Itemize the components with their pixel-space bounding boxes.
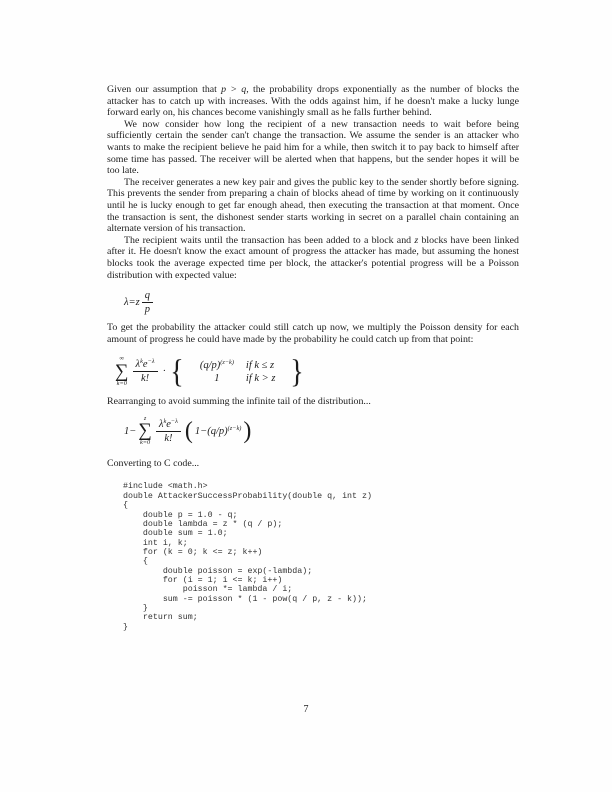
sum-upper-limit: z [143,414,147,422]
sigma-symbol: ∑ [138,420,152,442]
paragraph-catch-up-probability: To get the probability the attacker could still catch up now, we multiply the Poisson density for each amount of progress he could have made by the probability he could catch up from that point: [107,322,519,345]
left-paren: ( [184,418,193,445]
case2-condition: if k > z [245,372,276,384]
sum-lower-limit: k=0 [116,379,127,387]
text-run: Given our assumption that [107,84,222,95]
paragraph-recipient-wait: We now consider how long the recipient of a new transaction needs to wait before being sufficiently certain the sender can't change the transaction. We assume the sender is an attacker who wants to make the recipient believe he paid him for a while, then switch it to pay back to himself after some time has passed. The receiver will be alerted when that happens, but the sender hopes it will be too late. [107,118,519,177]
body-exponent: (z−k) [227,424,242,432]
formula-prefix: 1− [124,425,137,437]
poisson-density-formula [115,353,519,390]
e-term: e [166,418,171,430]
lambda-term: λ [135,359,141,371]
paragraph-converting: Converting to C code... [107,457,200,469]
text-run: , the probability drops exponentially as the number of blocks the attacker has to catch up with increases. With the odds against him, if he doesn't make a lucky lunge forward early on, his chances become vanishingly small as he falls further behind. [107,84,520,119]
code-line: double lambda = z * (q / p); [123,519,283,529]
lambda-term: λ [158,418,164,430]
c-code-block [123,482,519,632]
page-content [107,84,519,632]
paragraph-rearranging: Rearranging to avoid summing the infinite tail of the distribution... [107,396,371,408]
sum-lower-limit: k=0 [140,439,151,447]
code-line: { [123,501,128,511]
code-line: { [123,557,148,567]
sigma-symbol: ∑ [115,360,129,382]
code-line: int i, k; [123,538,188,548]
code-line: for (k = 0; k <= z; k++) [123,547,263,557]
code-line: for (i = 1; i <= k; i++) [123,575,283,585]
multiplication-dot: · [162,366,167,378]
expected-value-formula [124,290,519,315]
formula-lhs: λ=z [124,297,140,309]
fraction-numerator: q [142,290,153,303]
summation [138,416,152,447]
fraction-denominator: k! [164,432,173,444]
case-row [188,360,286,371]
fraction [133,359,158,384]
lambda-exponent: k [163,417,167,425]
sum-upper-limit: ∞ [119,355,125,363]
case1-value: (q/p) [199,359,221,371]
code-line: #include <math.h> [123,482,208,492]
formula-body [195,426,241,437]
code-line: } [123,603,148,613]
math-inline-p-gt-q: p > q [221,84,247,95]
fraction [156,419,181,444]
code-line: double p = 1.0 - q; [123,510,238,520]
e-exponent: −λ [170,417,178,425]
case-row [188,373,286,384]
paragraph-assumption [107,84,519,119]
fraction [142,290,153,315]
fraction-denominator: p [144,304,150,316]
code-line: } [123,622,128,632]
fraction-numerator [156,419,181,432]
cases-block [188,360,286,384]
summation [115,356,129,387]
text-run: blocks have been linked after it. He doesn't know the exact amount of progress the attacker has made, but assuming the honest blocks took the average expected time per block, the attacker's potential progress will be a Poisson distribution with expected value: [107,234,519,281]
right-brace: } [290,353,304,390]
code-line: double poisson = exp(-lambda); [123,566,313,576]
code-line: sum -= poisson * (1 - pow(q / p, z - k)); [123,594,367,604]
fraction-numerator [133,359,158,372]
code-line: return sum; [123,613,198,623]
case1-condition: if k ≤ z [245,359,275,371]
e-exponent: −λ [147,358,155,366]
paragraph-receiver-keypair: The receiver generates a new key pair and gives the public key to the sender shortly before signing. This prevents the sender from preparing a chain of blocks ahead of time by working on it continuously until he is lucky enough to get far enough ahead, then executing the transaction at that moment. Once the transaction is sent, the dishonest sender starts working in secret on a parallel chain containing an alternate version of his transaction. [107,176,519,235]
case2-value: 1 [214,372,220,384]
code-line: double sum = 1.0; [123,529,228,539]
code-line: poisson *= lambda / i; [123,585,293,595]
left-brace: { [170,353,184,390]
code-line: double AttackerSuccessProbability(double q, int z) [123,491,372,501]
text-run: The recipient waits until the transaction has been added to a block and [124,234,415,246]
case1-exponent: (z−k) [220,358,234,366]
paragraph-poisson-progress [107,235,519,281]
body-term: 1−(q/p) [194,425,228,437]
lambda-exponent: k [140,358,143,366]
math-inline-z: z [414,234,419,246]
e-term: e [142,359,148,371]
fraction-denominator: k! [140,373,150,385]
page-number: 7 [303,704,309,715]
right-paren: ) [243,418,252,445]
rearranged-formula [124,416,519,447]
